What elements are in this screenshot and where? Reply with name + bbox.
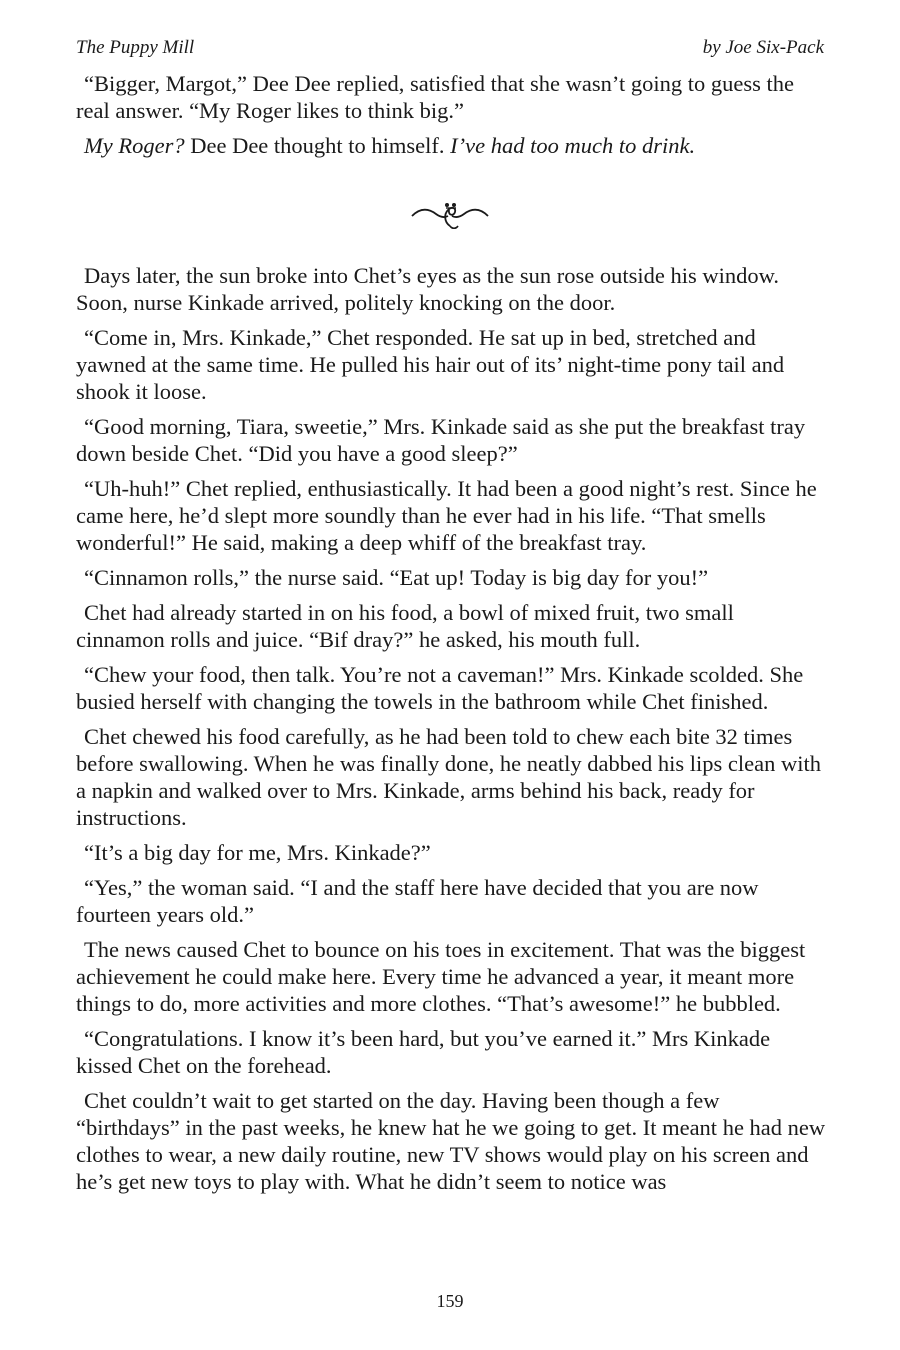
paragraph: “Cinnamon rolls,” the nurse said. “Eat up! Today is big day for you!” <box>84 565 709 590</box>
book-title: The Puppy Mill <box>76 37 195 58</box>
section-before-break <box>76 70 828 167</box>
paragraph: “Good morning, Tiara, sweetie,” Mrs. Kinkade said as she put the breakfast tray down beside Chet. “Did you have a good sleep?” <box>76 414 806 466</box>
paragraph: “Chew your food, then talk. You’re not a caveman!” Mrs. Kinkade scolded. She busied herself with changing the towels in the bathroom while Chet finished. <box>76 662 804 714</box>
paragraph: “Bigger, Margot,” Dee Dee replied, satisfied that she wasn’t going to guess the real answer. “My Roger likes to think big.” <box>76 71 794 123</box>
paragraph: “Uh-huh!” Chet replied, enthusiastically. It had been a good night’s rest. Since he came here, he’d slept more soundly than he ever had in his life. “That smells wonderful!” He said, making a deep whiff of the breakfast tray. <box>76 476 817 555</box>
paragraph: “Congratulations. I know it’s been hard, but you’ve earned it.” Mrs Kinkade kissed Chet on the forehead. <box>76 1026 771 1078</box>
paragraph: Chet chewed his food carefully, as he had been told to chew each bite 32 times before swallowing. When he was finally done, he neatly dabbed his lips clean with a napkin and walked over to Mrs. Kinkade, arms behind his back, ready for instructions. <box>76 724 822 830</box>
section-after-break <box>76 262 828 1203</box>
paragraph-text: Dee Dee thought to himself. <box>184 133 451 158</box>
paragraph: “Come in, Mrs. Kinkade,” Chet responded. He sat up in bed, stretched and yawned at the same time. He pulled his hair out of its’ night-time pony tail and shook it loose. <box>76 325 785 404</box>
paragraph: Days later, the sun broke into Chet’s eyes as the sun rose outside his window. Soon, nurse Kinkade arrived, politely knocking on the door. <box>76 263 780 315</box>
running-header <box>76 36 824 60</box>
italic-thought: I’ve had too much to drink. <box>450 133 696 158</box>
italic-thought: My Roger? <box>84 133 185 158</box>
paragraph: “Yes,” the woman said. “I and the staff here have decided that you are now fourteen years old.” <box>76 875 759 927</box>
paragraph <box>76 132 828 159</box>
paragraph: Chet had already started in on his food, a bowl of mixed fruit, two small cinnamon rolls and juice. “Bif dray?” he asked, his mouth full. <box>76 600 734 652</box>
author-credit: by Joe Six-Pack <box>702 37 824 58</box>
paragraph: The news caused Chet to bounce on his toes in excitement. That was the biggest achievement he could make here. Every time he advanced a year, it meant more things to do, more activities and more clothes. “That’s awesome!” he bubbled. <box>76 937 806 1016</box>
paragraph: “It’s a big day for me, Mrs. Kinkade?” <box>84 840 431 865</box>
paragraph: Chet couldn’t wait to get started on the day. Having been though a few “birthdays” in the past weeks, he knew hat he we going to get. It meant he had new clothes to wear, a new daily routine, new TV shows would play on his screen and he’s get new toys to play with. What he didn’t seem to notice was <box>76 1088 826 1194</box>
page-number: 159 <box>436 1291 464 1311</box>
fleuron-scroll-ornament-icon <box>0 196 900 236</box>
